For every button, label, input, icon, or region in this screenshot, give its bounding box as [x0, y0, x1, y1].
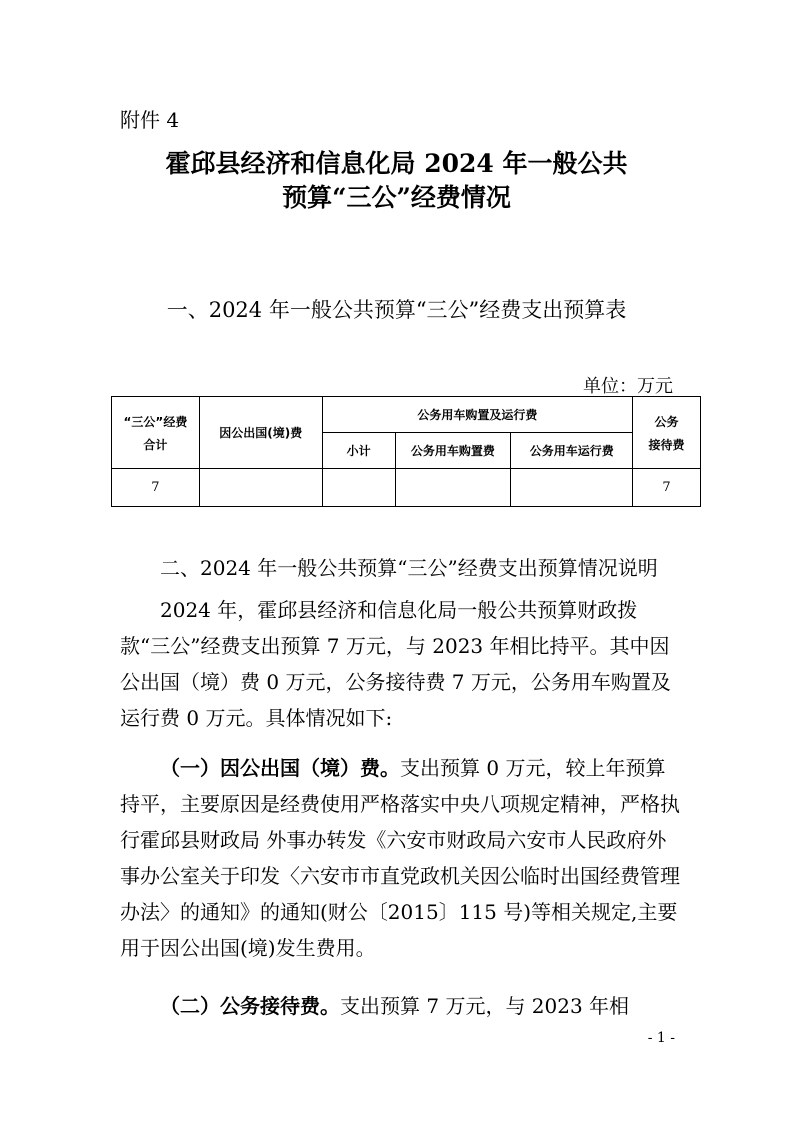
header-reception: 公务 接待费: [633, 397, 701, 469]
table-row: [112, 469, 701, 507]
document-title-line1: 霍邱县经济和信息化局 2024 年一般公共: [165, 149, 628, 178]
cell-abroad: [199, 469, 322, 507]
section2-heading: 二、2024 年一般公共预算“三公”经费支出预算情况说明: [160, 556, 658, 580]
cell-purchase: [395, 469, 511, 507]
document-title-line2: 预算“三公”经费情况: [282, 183, 511, 212]
header-vehicle-group: 公务用车购置及运行费: [322, 397, 632, 433]
cell-total: 7: [112, 469, 200, 507]
header-vehicle-operation: 公务用车运行费: [511, 433, 633, 469]
paragraph-reception: [120, 988, 680, 1024]
cell-subtotal: [322, 469, 395, 507]
section1-heading: 一、2024 年一般公共预算“三公”经费支出预算表: [166, 298, 627, 322]
header-abroad: 因公出国(境)费: [199, 397, 322, 469]
paragraph-abroad: [120, 750, 680, 966]
cell-operation: [511, 469, 633, 507]
item1-text: 支出预算 0 万元，较上年预算持平，主要原因是经费使用严格落实中央八项规定精神，严格执行霍邱县财政局 外事办转发《六安市财政局六安市人民政府外事办公室关于印发〈六安市市直党政机关因公临时出国经费管理办法〉的通知》的通知(财公〔2015〕115 号)等相关规定,主要用于因公出国(境)发生费用。: [120, 756, 680, 960]
page-number: - 1 -: [647, 1030, 675, 1046]
item1-label: （一）因公出国（境）费。: [160, 756, 400, 780]
header-vehicle-purchase: 公务用车购置费: [395, 433, 511, 469]
unit-label: 单位：万元: [583, 376, 673, 397]
budget-table: [111, 396, 701, 507]
attachment-label: 附件 4: [120, 108, 180, 132]
item2-text: 支出预算 7 万元，与 2023 年相: [340, 994, 630, 1018]
cell-reception: 7: [633, 469, 701, 507]
header-total: “三公”经费 合计: [112, 397, 200, 469]
header-subtotal: 小计: [322, 433, 395, 469]
item2-label: （二）公务接待费。: [160, 994, 340, 1018]
paragraph-summary: 2024 年，霍邱县经济和信息化局一般公共预算财政拨款“三公”经费支出预算 7 万元，与 2023 年相比持平。其中因公出国（境）费 0 万元，公务接待费 7 万元，公务用车购置及运行费 0 万元。具体情况如下:: [120, 598, 671, 730]
